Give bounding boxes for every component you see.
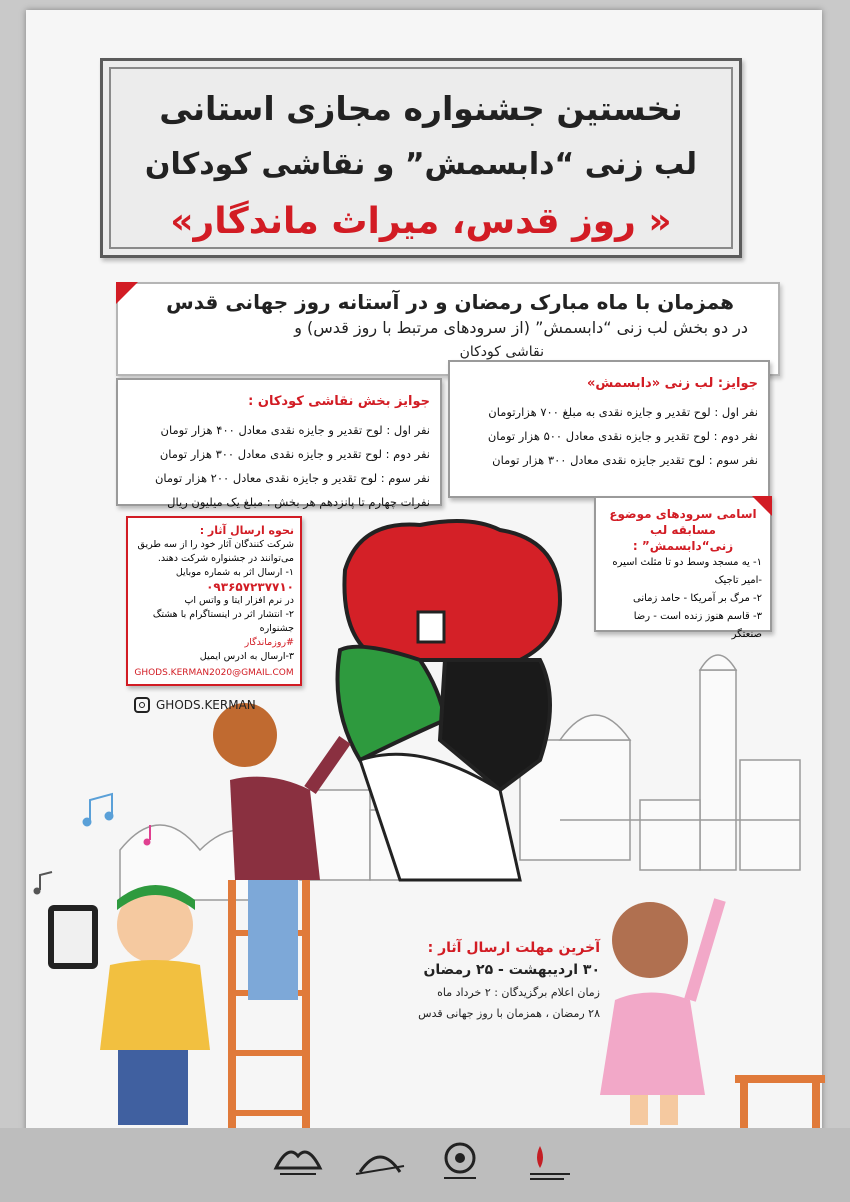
songs-panel — [594, 496, 772, 640]
title-line1: نخستین جشنواره مجازی استانی — [159, 89, 683, 128]
title-line3: « روز قدس، میراث ماندگار» — [170, 201, 672, 242]
songs-heading2: مسابقه لب زنی“دابسمش” : — [632, 523, 734, 553]
sponsor-logo-4-icon — [520, 1138, 580, 1184]
boy-with-tablet — [48, 885, 210, 1125]
instagram-text: GHODS.KERMAN — [156, 698, 256, 712]
painting-prizes-heading: جوایز بخش نقاشی کودکان : — [248, 394, 430, 409]
submission-text4: ۲- انتشار اثر در اینستاگرام با هشتگ جشنواره — [152, 609, 294, 634]
submission-text1: شرکت کنندگان آثار خود را از سه طریق می‌توانند در جشنواره شرکت دهند. — [137, 539, 294, 564]
sponsor-footer — [0, 1128, 850, 1202]
intro-line1: همزمان با ماه مبارک رمضان و در آستانه روز جهانی قدس — [166, 290, 734, 314]
intro-line2: در دو بخش لب زنی “دابسمش” (از سرودهای مرتبط با روز قدس) و — [294, 318, 748, 337]
painting-prize-third: نفر سوم : لوح تقدیر و جایزه نقدی معادل ۲۰۰ هزار تومان — [154, 471, 430, 485]
intro-line3: نقاشی کودکان — [459, 344, 544, 360]
title-line2: لب زنی “دابسمش” و نقاشی کودکان — [144, 147, 698, 182]
painting-prize-rest: نفرات چهارم تا پانزدهم هر بخش : مبلغ یک میلیون ریال — [167, 495, 430, 509]
dubsmash-prize-third: نفر سوم : لوح تقدیر جایزه نقدی معادل ۳۰۰ هزار تومان — [492, 453, 758, 467]
deadline-event: ۲۸ رمضان ، همزمان با روز جهانی قدس — [418, 1007, 600, 1020]
deadline-panel — [390, 940, 600, 1020]
submission-email: GHODS.KERMAN2020@GMAIL.COM — [134, 668, 294, 678]
submission-text5: ۳-ارسال به ادرس ایمیل — [199, 651, 294, 662]
dubsmash-prizes-panel — [448, 360, 770, 498]
song-1a: ۱- یه مسجد وسط دو تا مثلث اسیره — [612, 557, 762, 568]
girl-drawing — [600, 900, 825, 1130]
title-panel — [100, 58, 742, 258]
submission-panel — [126, 516, 302, 686]
dubsmash-prizes-heading: جوایز: لب زنی «دابسمش» — [586, 376, 758, 391]
song-1b: -امیر تاجیک — [714, 575, 762, 586]
dubsmash-prize-second: نفر دوم : لوح تقدیر و جایزه نقدی معادل ۵۰۰ هزار تومان — [487, 429, 758, 443]
songs-heading1: اسامی سرودهای موضوع — [609, 507, 757, 521]
sponsor-logo-1-icon — [268, 1138, 328, 1184]
dubsmash-prize-first: نفر اول : لوح تقدیر و جایزه نقدی به مبلغ ۷۰۰ هزارتومان — [488, 405, 758, 419]
submission-text2: ۱- ارسال اثر به شماره موبایل — [175, 567, 294, 578]
song-2: ۲- مرگ بر آمریکا - حامد زمانی — [633, 593, 762, 604]
song-3: ۳- قاسم هنوز زنده است - رضا صنعتگر — [633, 611, 762, 640]
instagram-handle — [134, 697, 256, 713]
instagram-icon — [134, 697, 150, 713]
submission-phone: ۰۹۳۶۵۷۲۳۷۷۱۰ — [206, 580, 294, 594]
painting-prize-first: نفر اول : لوح تقدیر و جایزه نقدی معادل ۴۰۰ هزار تومان — [160, 423, 430, 437]
submission-heading: نحوه ارسال آثار : — [199, 524, 294, 537]
deadline-date: ۳۰ اردیبهشت - ۲۵ رمضان — [423, 962, 600, 978]
deadline-heading: آخرین مهلت ارسال آثار : — [427, 940, 600, 956]
deadline-announce: زمان اعلام برگزیدگان : ۲ خرداد ماه — [437, 986, 600, 999]
painting-prizes-panel — [116, 378, 442, 509]
sponsor-logo-3-icon — [430, 1138, 490, 1184]
painting-prize-second: نفر دوم : لوح تقدیر و جایزه نقدی معادل ۳۰۰ هزار تومان — [159, 447, 430, 461]
sponsor-logo-2-icon — [350, 1138, 410, 1184]
submission-hashtag: #روزماندگار — [244, 637, 294, 648]
submission-text3: در نرم افزار ایتا و واتس اپ — [184, 595, 294, 606]
boy-on-ladder — [213, 703, 345, 1130]
